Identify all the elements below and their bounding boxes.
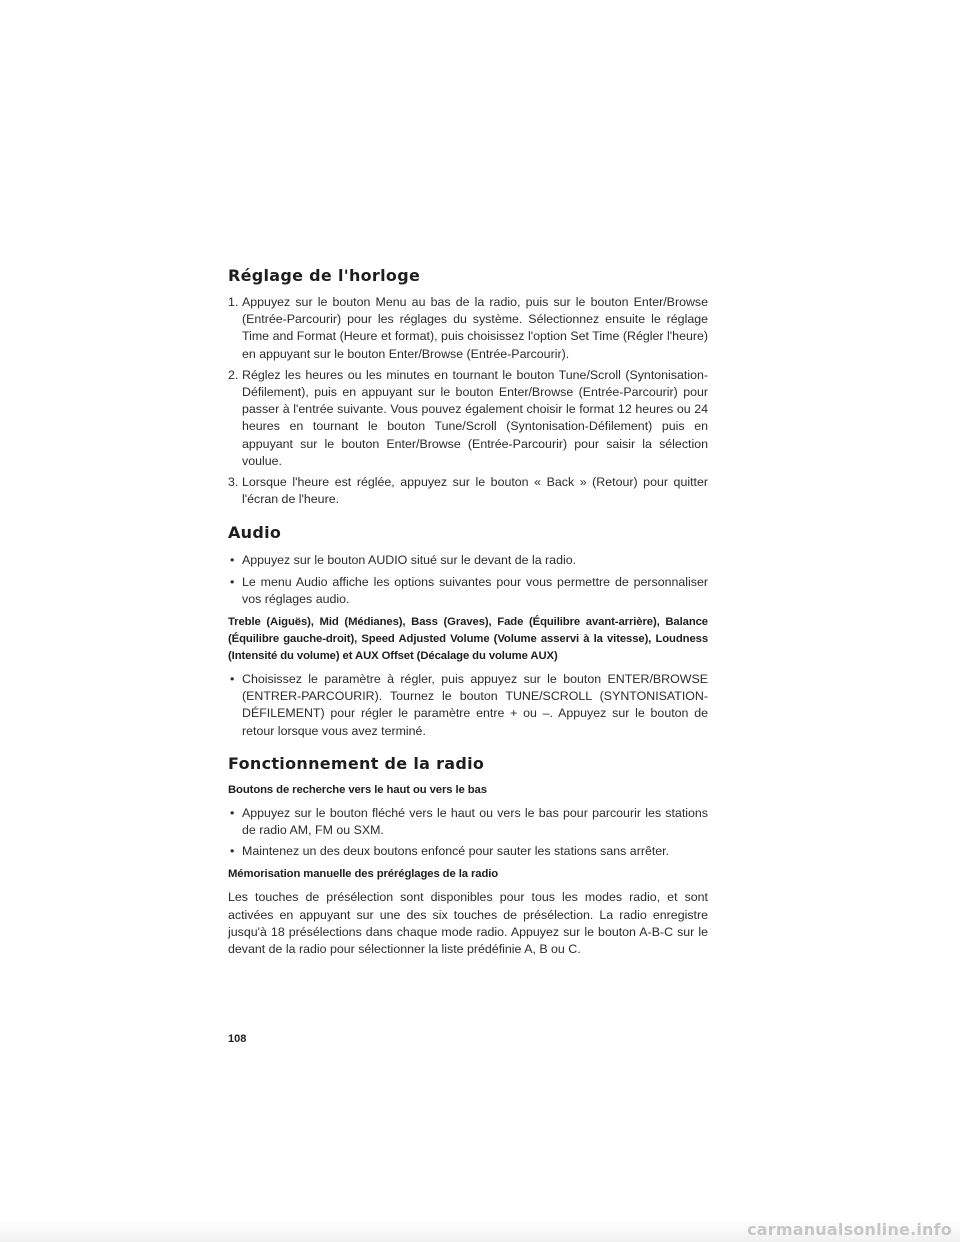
heading-radio-operation: Fonctionnement de la radio: [228, 753, 485, 773]
section-radio-operation: [228, 754, 708, 958]
numbered-step: [228, 367, 708, 470]
bullet-icon: •: [230, 805, 235, 820]
bullet-text: Choisissez le paramètre à régler, puis appuyez sur le bouton ENTER/BROWSE (ENTRER-PARCOURIR). Tournez le bouton TUNE/SCROLL (SYNTONISATION-DÉFILEMENT) pour régler le paramètre entre + ou –. Appuyez sur le bouton de retour lorsque vous avez terminé.: [242, 672, 708, 738]
section-clock-setting: [228, 266, 708, 508]
numbered-step: [228, 474, 708, 508]
heading-clock-setting: Réglage de l'horloge: [228, 266, 421, 285]
presets-subheading: Mémorisation manuelle des préréglages de la radio: [228, 868, 499, 881]
step-text: Réglez les heures ou les minutes en tournant le bouton Tune/Scroll (Syntonisation-Défilement), puis en appuyant sur le bouton Enter/Browse (Entrée-Parcourir) pour passer à l'entrée suivante. Vous pouvez également choisir le format 12 heures ou 24 heures en tournant le bouton Tune/Scroll (Syntonisation-Défilement) puis en appuyant sur le bouton Enter/Browse (Entrée-Parcourir) pour saisir la sélection voulue.: [242, 367, 708, 468]
bullet-icon: •: [230, 844, 235, 859]
bullet-icon: •: [230, 672, 235, 687]
bullet-text: Maintenez un des deux boutons enfoncé pour sauter les stations sans arrêter.: [242, 844, 670, 859]
bullet-icon: •: [230, 553, 235, 568]
bullet-item: [228, 843, 708, 860]
bullet-icon: •: [230, 574, 235, 589]
section-audio: [228, 523, 708, 739]
audio-settings-subheading: Treble (Aiguës), Mid (Médianes), Bass (Graves), Fade (Équilibre avant-arrière), Balance (Équilibre gauche-droit), Speed Adjusted Volume (Volume asservi à la vitesse), Loudness (Intensité du volume) et AUX Offset (Décalage du volume AUX): [228, 616, 708, 663]
step-text: Appuyez sur le bouton Menu au bas de la radio, puis sur le bouton Enter/Browse (Entrée-Parcourir) pour les réglages du système. Sélectionnez ensuite le réglage Time and Format (Heure et format), puis choisissez l'option Set Time (Régler l'heure) en appuyant sur le bouton Enter/Browse (Entrée-Parcourir).: [242, 295, 708, 361]
page-number: 108: [228, 1033, 247, 1045]
watermark: carmanualsonline.info: [747, 1220, 952, 1239]
bullet-item: [228, 552, 708, 569]
bullet-text: Le menu Audio affiche les options suivantes pour vous permettre de personnaliser vos réglages audio.: [242, 574, 708, 606]
page-content: [228, 266, 708, 958]
bullet-item: [228, 805, 708, 839]
numbered-step: [228, 294, 708, 363]
footer-band: [0, 1220, 960, 1242]
step-text: Lorsque l'heure est réglée, appuyez sur le bouton « Back » (Retour) pour quitter l'écran de l'heure.: [242, 475, 708, 507]
step-number: 2.: [228, 367, 239, 382]
bullet-text: Appuyez sur le bouton fléché vers le haut ou vers le bas pour parcourir les stations de radio AM, FM ou SXM.: [242, 805, 708, 838]
bullet-text: Appuyez sur le bouton AUDIO situé sur le devant de la radio.: [242, 553, 577, 568]
bullet-item: [228, 574, 708, 608]
presets-paragraph: Les touches de présélection sont disponibles pour tous les modes radio, et sont activées en appuyant sur une des six touches de présélection. La radio enregistre jusqu'à 18 présélections dans chaque mode radio. Appuyez sur le bouton A-B-C sur le devant de la radio pour sélectionner la liste prédéfinie A, B ou C.: [228, 890, 708, 957]
bullet-item: [228, 671, 708, 740]
step-number: 3.: [228, 475, 239, 490]
seek-buttons-subheading: Boutons de recherche vers le haut ou vers le bas: [228, 783, 487, 796]
step-number: 1.: [228, 295, 239, 309]
heading-audio: Audio: [228, 523, 282, 543]
